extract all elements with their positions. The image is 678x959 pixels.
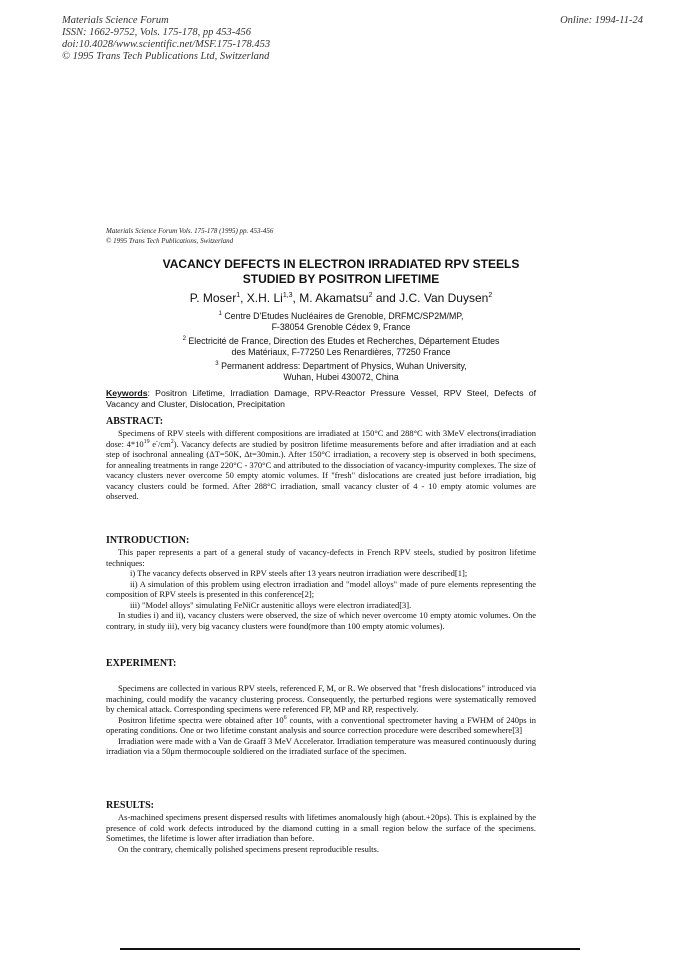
experiment-paragraph-3: Irradiation were made with a Van de Graaff 3 MeV Accelerator. Irradiation temperature was measured continuously during irradiation via a 50μm thermocouple soldiered on the irradiated surface of the specimen. xyxy=(106,735,536,756)
journal-ref-line1: Materials Science Forum Vols. 175-178 (1995) pp. 453-456 xyxy=(106,227,274,235)
keywords-label: Keywords xyxy=(106,388,148,398)
abstract-text-c: /cm xyxy=(157,438,171,449)
affiliation-3 xyxy=(106,359,576,383)
affiliation-1-line2: F-38054 Grenoble Cédex 9, France xyxy=(271,321,411,332)
abstract-sup-minus: - xyxy=(155,438,158,445)
abstract-text-d: ). Vacancy defects are studied by positron lifetime measurements before and after irradiation and at each step of isochronal annealing (ΔT=50K, Δt=30min.). After 150°C irradiation, a recovery step is observed in both specimens, for annealing treatments in range 220°C - 370°C and attributed to the dissociation of vacancy-impurity complexes. The size of vacancy clusters never overcome 50 empty atomic volumes. If "fresh" dislocations are created just before irradiation, big vacancy clusters could be formed. After 288°C irradiation, small vacancy cluster of 4 - 10 empty atomic volumes are observed. xyxy=(106,438,536,501)
intro-item-1: i) The vacancy defects observed in RPV steels after 13 years neutron irradiation were described[1]; xyxy=(130,568,468,578)
journal-name: Materials Science Forum xyxy=(62,15,169,26)
keywords xyxy=(106,388,536,410)
author-4: and J.C. Van Duysen xyxy=(372,291,489,305)
journal-reference xyxy=(106,226,273,246)
experiment-paragraph-2b: counts, with a conventional spectrometer having a FWHM of 240ps in operating conditions. One or two lifetime constant analysis and source correction procedure were described somewhere[3] xyxy=(106,714,536,735)
abstract-text-b: e xyxy=(149,438,156,449)
paper-title xyxy=(106,257,576,287)
affiliation-1 xyxy=(106,309,576,333)
author-1: P. Moser xyxy=(189,291,237,305)
online-date: Online: 1994-11-24 xyxy=(560,15,643,26)
results-paragraph-2: On the contrary, chemically polished specimens present reproducible results. xyxy=(118,843,379,854)
abstract-text-a: Specimens of RPV steels with different compositions are irradiated at 150°C and 288°C with 3MeV electrons(irradiation dose: 4*10 xyxy=(106,428,536,449)
introduction-heading: INTRODUCTION: xyxy=(106,535,190,546)
abstract-sup-exp: 19 xyxy=(143,438,150,445)
affiliation-1-num: 1 xyxy=(218,311,222,317)
results-heading: RESULTS: xyxy=(106,800,154,811)
affiliation-3-line2: Wuhan, Hubei 430072, China xyxy=(283,371,399,382)
author-3: , M. Akamatsu xyxy=(292,291,369,305)
intro-item-3: iii) "Model alloys" simulating FeNiCr austenitic alloys were electron irradiated[3]. xyxy=(130,599,412,610)
affiliation-2-num: 2 xyxy=(182,336,186,342)
affiliation-3-line1: Permanent address: Department of Physics, Wuhan University, xyxy=(218,360,467,371)
abstract-body xyxy=(106,428,536,502)
intro-item-2: ii) A simulation of this problem using electron irradiation and "model alloys" made of pure elements representing the composition of RPV steels is presented in this conference[2]; xyxy=(106,578,536,599)
experiment-body xyxy=(106,683,536,757)
doi-line: doi:10.4028/www.scientific.net/MSF.175-178.453 xyxy=(62,39,271,50)
author-list xyxy=(106,291,576,305)
experiment-paragraph-2a: Positron lifetime spectra were obtained after 10 xyxy=(118,714,284,725)
results-paragraph-1: As-machined specimens present dispersed results with lifetimes anomalously high (about.+20ps). This is explained by the presence of cold work defects introduced by the diamond cutting in a small region below the surface of the specimens. Sometimes, the lifetime is lower after irradiation than before. xyxy=(106,812,536,843)
author-4-sup: 2 xyxy=(488,292,493,299)
keywords-text: : Positron Lifetime, Irradiation Damage, RPV-Reactor Pressure Vessel, RPV Steel, Defects of Vacancy and Cluster, Dislocation, Precipitation xyxy=(106,388,536,409)
publication-header xyxy=(62,15,270,63)
experiment-paragraph-1: Specimens are collected in various RPV steels, referenced F, M, or R. We observed that "fresh dislocations" introduced via machining, could modify the vacancy clustering process. Consequently, the perturbed regions were systematically removed by chemical attack. Corresponding specimens were referenced FP, MP and RP, respectively. xyxy=(106,683,536,714)
affiliation-1-line1: Centre D'Etudes Nucléaires de Grenoble, DRFMC/SP2M/MP, xyxy=(221,310,464,321)
experiment-heading: EXPERIMENT: xyxy=(106,658,177,669)
author-1-sup: 1 xyxy=(236,292,241,299)
abstract-heading: ABSTRACT: xyxy=(106,416,164,427)
author-2: , X.H. Li xyxy=(240,291,283,305)
journal-ref-line2: © 1995 Trans Tech Publications, Switzerland xyxy=(106,237,234,245)
results-body xyxy=(106,812,536,854)
affiliation-3-num: 3 xyxy=(215,361,219,367)
introduction-body xyxy=(106,547,536,631)
intro-paragraph-1: This paper represents a part of a general study of vacancy-defects in French RPV steels, studied by positron lifetime techniques: xyxy=(106,547,536,568)
author-2-sup: 1,3 xyxy=(282,292,293,299)
affiliation-2-line2: des Matériaux, F-77250 Les Renardières, 77250 France xyxy=(231,346,451,357)
abstract-paragraph xyxy=(106,428,536,502)
bottom-rule xyxy=(120,948,580,950)
copyright-line: © 1995 Trans Tech Publications Ltd, Switzerland xyxy=(62,51,270,62)
title-line1: VACANCY DEFECTS IN ELECTRON IRRADIATED RPV STEELS xyxy=(162,257,520,271)
title-line2: STUDIED BY POSITRON LIFETIME xyxy=(242,272,440,286)
intro-paragraph-2: In studies i) and ii), vacancy clusters were observed, the size of which never overcome 10 empty atomic volumes. On the contrary, in study iii), very big vacancy clusters were found(more than 100 empty atomic volumes). xyxy=(106,610,536,631)
experiment-sup-6: 6 xyxy=(283,714,287,721)
affiliation-2-line1: Electricité de France, Direction des Etudes et Recherches, Département Etudes xyxy=(185,335,500,346)
issn-line: ISSN: 1662-9752, Vols. 175-178, pp 453-456 xyxy=(62,27,251,38)
abstract-sup-2: 2 xyxy=(170,438,174,445)
author-3-sup: 2 xyxy=(368,292,373,299)
affiliation-2 xyxy=(106,334,576,358)
